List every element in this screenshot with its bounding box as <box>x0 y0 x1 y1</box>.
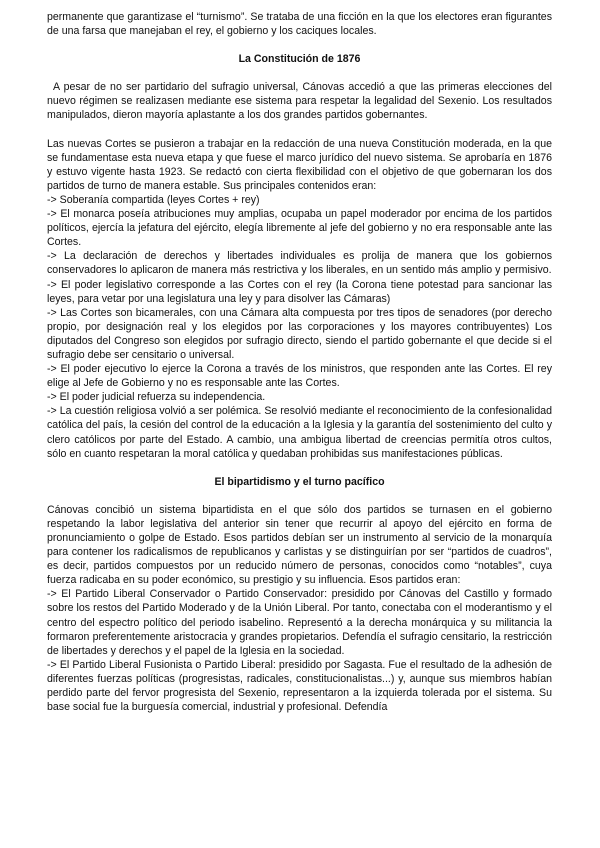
paragraph-sufragio: A pesar de no ser partidario del sufragio universal, Cánovas accedió a que las primeras elecciones del nuevo régimen se realizasen mediante ese sistema para respetar la legalidad del Sexenio. Los resultados manipulados, dieron mayoría aplastante a los dos grandes partidos gobernantes. <box>47 81 552 122</box>
list-item-soberania: -> Soberanía compartida (leyes Cortes + rey) <box>47 193 260 206</box>
section-title-bipartidismo: El bipartidismo y el turno pacífico <box>214 475 385 488</box>
list-item-derechos: -> La declaración de derechos y libertades individuales es prolija de manera que los gobiernos conservadores lo aplicaron de manera más restrictiva y los liberales, en un sentido más amplio y permisivo. <box>47 250 552 277</box>
list-item-ejecutivo: -> El poder ejecutivo lo ejerce la Corona a través de los ministros, que responden ante las Cortes. El rey elige al Jefe de Gobierno y no es responsable ante las Cortes. <box>47 363 552 390</box>
list-item-partido-liberal: -> El Partido Liberal Fusionista o Partido Liberal: presidido por Sagasta. Fue el resultado de la adhesión de diferentes fuerzas políticas (progresistas, radicales, constitucionalistas...) y, aunque sus miembros habían perdido parte del fervor progresista del Sexenio, representaron a la izquierda tolerada por el sistema. Su base social fue la burguesía comercial, industrial y profesional. Defendía <box>47 658 552 714</box>
paragraph-nuevas-cortes: Las nuevas Cortes se pusieron a trabajar en la redacción de una nueva Constitución moderada, en la que se fundamentase esta nueva etapa y que fuese el marco jurídico del nuevo sistema. Se aprobaría en 1876 y estuvo vigente hasta 1923. Se redactó con cierta flexibilidad con el objetivo de que gobernaran los dos partidos de turno de manera estable. Sus principales contenidos eran: <box>47 137 552 192</box>
list-item-legislativo: -> El poder legislativo corresponde a las Cortes con el rey (la Corona tiene potestad para sancionar las leyes, para vetar por una legislatura una ley y para disolver las Cámaras) <box>47 278 552 305</box>
paragraph-canovas: Cánovas concibió un sistema bipartidista en el que sólo dos partidos se turnasen en el gobierno respetando la labor legislativa del anterior sin tener que recurrir al apoyo del ejército en forma de pronunciamiento o golpe de Estado. Esos partidos debían ser un instrumento al servicio de la monarquía para contener los radicalismos de republicanos y carlistas y se distinguirían por ser “partidos de cuadros”, es decir, partidos compuestos por un reducido número de personas, conocidos como “notables”, cuya fuerza radicaba en su poder económico, su prestigio y su influencia. Esos partidos eran: <box>47 503 552 587</box>
list-item-monarca: -> El monarca poseía atribuciones muy amplias, ocupaba un papel moderador por encima de los partidos políticos, ejercía la jefatura del ejército, elegía libremente al jefe del gobierno y no era responsable ante las Cortes. <box>47 208 552 249</box>
section-title-constitucion: La Constitución de 1876 <box>238 53 361 66</box>
list-item-cortes-bicamerales: -> Las Cortes son bicamerales, con una Cámara alta compuesta por tres tipos de senadores (por derecho propio, por designación real y los elegidos por las corporaciones y los mayores contribuyentes) Los diputados del Congreso son elegidos por sufragio directo, siendo el partido gobernante el que decide si el sufragio debe ser censitario o universal. <box>47 306 552 361</box>
intro-paragraph: permanente que garantizase el “turnismo”. Se trataba de una ficción en la que los electores eran figurantes de una farsa que manejaban el rey, el gobierno y los caciques locales. <box>47 11 552 38</box>
list-item-partido-conservador: -> El Partido Liberal Conservador o Partido Conservador: presidido por Cánovas del Castillo y formado sobre los restos del Partido Moderado y de la Unión Liberal. Por tanto, conectaba con el moderantismo y el centro del espectro político del periodo isabelino. Representó a la derecha monárquica y su militancia la formaron preferentemente aristocracia y grandes propietarios. Defendía el sufragio censitario, la restricción de libertades y derechos y el papel de la Iglesia en la sociedad. <box>47 588 552 657</box>
list-item-judicial: -> El poder judicial refuerza su independencia. <box>47 391 266 404</box>
list-item-religiosa: -> La cuestión religiosa volvió a ser polémica. Se resolvió mediante el reconocimiento de la confesionalidad católica del país, la cesión del control de la educación a la Iglesia y la garantía del sostenimiento del culto y clero católicos por parte del Estado. A cambio, una ambigua libertad de creencias permitía otros cultos, sólo en cuanto respetaran la moral católica y quedaban prohibidas sus manifestaciones públicas. <box>47 405 552 460</box>
document-page <box>47 10 552 714</box>
